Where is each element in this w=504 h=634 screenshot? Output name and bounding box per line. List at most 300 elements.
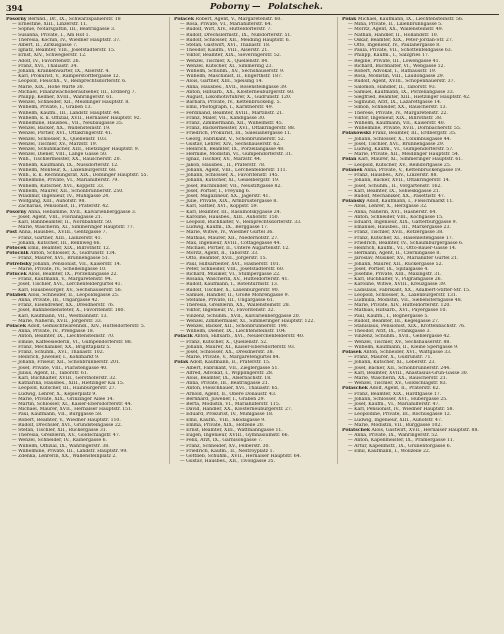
entry-details: Julius, Agent, II., Taborstr. 61. — [18, 370, 89, 376]
directory-entry: — Ernst, XIV., Schweglerstr. 12. — [12, 53, 87, 59]
entry-details: Zdenka, Lehrerin, XX., Wallensteinplatz 2. — [18, 454, 117, 460]
directory-entry: — Josefine, Private, XIII., Maxingstr. 31. — [348, 271, 442, 277]
entry-details: Wilhelm, Offizial, IX., Währingerstr. 38. — [18, 443, 110, 449]
entry-details: Karl, Buchhalter, XVIII., Gersthoferstr. 32. — [18, 376, 117, 382]
entry-details: Johann, Maurer, XII., Ruckergasse 52. — [354, 261, 443, 267]
directory-entry: — Johann, Bäcker, XVII., Ottakringerstr. 14. — [348, 178, 451, 184]
entry-details: Franz, Maler, VII., Kandlgasse 30. — [186, 115, 266, 121]
entry-details: Theresia, Köchin, IV., Wiedner Hauptstr. 37. — [18, 37, 121, 43]
directory-entry: — Emanuel, Hausbes., III., Marxergasse 23. — [348, 225, 451, 231]
entry-details: Zacharias, Pensionist, II., Praterstr. 42. — [18, 204, 110, 210]
directory-entry: — Wilhelm, Diener, IX., Liechtensteinstr. 104. — [180, 329, 287, 335]
directory-entry: — Franz, Schneider, XV., Felberstr. 30. — [180, 443, 270, 449]
entry-details: Mathias, Hilfsarb., XVI., Payergasse 10. — [354, 308, 447, 314]
directory-entry: — Hermine, Modistin, VI., Gumpendorferstr. 31. — [180, 152, 293, 158]
directory-entry: — Michael, Portier, II., Untere Augartenstr. 12. — [180, 245, 290, 251]
directory-entry: — Johann, Agent, VIII., Lerchenfelderstr. 111. — [180, 167, 288, 173]
entry-details: Franz, Eisendreher, XX., Dresdnerstr. 76. — [18, 303, 115, 309]
running-head-left: Poborny — — [210, 2, 261, 12]
entry-details: Wilhelmine, Private, III., Landstr. Hauptstr. 99. — [18, 448, 128, 454]
directory-entry: — Berta, Modistin, VI., Mariahilferstr. 115. — [180, 402, 281, 408]
entry-details: Emma, Private, XIX., Hofzeile 20. — [186, 422, 265, 428]
directory-entry: — Leopold, Schlosser, X., Laxenburgerstr. 131. — [348, 292, 458, 298]
directory-entry: — Max, Ingenieur, XVIII., Cottagegasse 44. — [180, 240, 281, 246]
directory-entry: — Wladimir, Ingenieur, IV., Mühlgasse 24. — [12, 193, 110, 199]
directory-entry: — Wilhelmine, Hausbes., VII., Neubaugasse 35. — [12, 121, 124, 127]
directory-entry: — Josef, Portier, I., Freyung 6. — [180, 188, 251, 194]
directory-entry: — Marie, Private, XII., Meidlinger Hauptstr. 54. — [348, 152, 460, 158]
directory-entry: — Marie, Private, XIX., Grinzinger Allee 14. — [12, 396, 115, 402]
directory-entry: — Katharina, Hausbes., XIII., Hietzinger Kai 15. — [12, 381, 125, 387]
entry-details: Therese, Private, IV., Margaretenstr. 22. — [354, 110, 448, 116]
directory-entry: — Adolf, IV., Favoritenstr. 26. — [12, 58, 81, 64]
entry-details: Leopold, Fleischh., V., Reinprechtsdorferstr. 6. — [18, 79, 127, 85]
directory-entry: — Rudolf, Drechsler, XVI., Grundsteingasse 22. — [12, 422, 123, 428]
entry-details: Rudolf, Beamter, III., Kegelgasse 27. — [354, 318, 440, 324]
entry-details: Ignaz, Tischler, XV., Märzstr. 44. — [186, 157, 262, 163]
directory-entry: — Marie, Modistin, VII., Burggasse 102. — [348, 422, 442, 428]
directory-entry: — Robert, Advokat, I., Rathausstr. 19. — [348, 69, 437, 75]
directory-entry: — Paula, Private, VII., Schottenfeldgasse 63. — [348, 48, 453, 54]
directory-entry: — Peter, Schneider, VIII., Josefstädterstr. 60. — [180, 266, 285, 272]
entry-details: Wilhelm, Kaufmann, IX., Nussdorferstr. 12. — [18, 162, 119, 168]
entry-details: Karl, Kaufmann, VII., Westbahnstr. 13. — [18, 313, 108, 319]
entry-details: Stanislaus, Pensionist, XIX., Krottenbachstr. 76. — [354, 323, 466, 329]
directory-entry: — Felix, Arzt, IX., Garnisongasse 7. — [180, 438, 263, 444]
entry-details: Adolf, Kaufmann, I., Fleischmarkt 11. — [366, 199, 454, 205]
entry-details: Wenzel, Tischler, XV., Märzstr. 19. — [18, 141, 98, 147]
directory-entry: — Wenzel, Bäcker, XX., Wallensteinstr. 19. — [12, 126, 111, 132]
entry-details: Theresia, Greißlerin, XV., Goldschlagstr. 47. — [18, 433, 121, 439]
entry-details: Wilhelmine, Hausbes., VII., Neubaugasse 35. — [18, 121, 124, 127]
entry-details: Rosa, Modistin, VIII., Laudongasse 29. — [354, 74, 445, 80]
entry-details: Anton, Schneider, XVI., Wattgasse 33. — [363, 350, 452, 355]
directory-entry: — Johann, Schlosser, X., Columbusgasse 44. — [348, 136, 452, 142]
entry-details: Viktor, Beamter, XIX., Sieveringerstr. 52. — [186, 53, 282, 59]
entry-details: Rudolf, Mechaniker, XX., Pasettistr. 47. — [354, 193, 446, 199]
column-3 — [337, 17, 499, 464]
entry-details: Anna, Private, V., Kettenbrückengasse 19. — [364, 167, 462, 173]
directory-entry: — Therese, Private, IV., Margaretenstr. 22. — [348, 110, 448, 116]
directory-entry: — Anton, Kapellmeister, IX., Pramergasse 11. — [348, 438, 455, 444]
entry-details: Hermann, Agent, II., Czerningasse 8. — [354, 251, 441, 257]
entry-details: Josef, Tischler, XVI., Brunnengasse 29. — [354, 141, 445, 147]
entry-details: Viktor, Ingenieur, XIX., Billrothstr. 38. — [354, 115, 443, 121]
entry-details: Wilhelm, Maschinist, II., Engerthstr. 187. — [186, 74, 283, 80]
directory-entry: — Rudolf, Drechslermstr., IX., Nußdorferstr. 51. — [180, 32, 292, 38]
directory-entry: — Jaroslav, Musiker, XV., Mariahilfer Gürtel 21. — [348, 256, 459, 262]
entry-details: Josef, Kaufm., VI., Mariahilferstr. 47. — [354, 402, 440, 408]
directory-entry: — Franz, Kaufmann, V., Margaretenstr. 94. — [12, 277, 113, 283]
entry-details: Paul, Kaufmann, VII., Burggasse 58. — [18, 412, 103, 418]
directory-entry: — Rudolf, Beamter, III., Kegelgasse 27. — [348, 318, 440, 324]
directory-entry: — Emil, Kaufm., VIII., Skodagasse 9. — [180, 417, 266, 423]
directory-entry: — Ludwig, Kaufm., IX., Berggasse 17. — [180, 225, 269, 231]
directory-entry: — Julie, Private, XIX., Armbrustergasse 8. — [180, 199, 278, 205]
directory-entry: — Ignatz, Beamter, VIII., Josefstädterstr. 15. — [12, 48, 116, 54]
directory-entry: — Salomon, Händler, II., Taborstr. 93. — [348, 84, 437, 90]
entry-details: Rudolf, Drechslermstr., IX., Nußdorferstr. 51. — [186, 32, 292, 38]
entry-details: Wenzel, Schuhmacher, XIII., Hietzinger Hauptstr. 9. — [18, 147, 140, 153]
directory-entry: — Wilhelmine, Private, III., Landstr. Hauptstr. 99. — [12, 448, 128, 454]
entry-surname: Polan — [342, 157, 357, 163]
entry-details: Karl, Beamter, IX., Sobieskigasse 21. — [354, 188, 441, 194]
entry-details: Karl, Hausbesorger, XV., Sechshauserstr. 56. — [18, 287, 123, 293]
entry-details: Nathan, Händler, II., Hollandstr. 10. — [354, 32, 439, 38]
directory-entry: — Josef, Agent, VIII., Florianigasse 21. — [12, 214, 103, 220]
entry-details: Karoline, Witwe, XVIII., Kreuzgasse 39. — [354, 282, 447, 288]
entry-details: Emil, Kaufmann, I., Wollzeile 22. — [354, 448, 431, 454]
directory-entry: — Wilhelm, Kaufmann, VII., Kaiserstr. 40. — [348, 121, 446, 127]
entry-details: Heinrich, Kaufm., VI., Otto-Bauer-Gasse 14. — [354, 245, 457, 251]
entry-surname: Polansky — [342, 199, 365, 205]
entry-details: Max, Ingenieur, XVIII., Cottagegasse 44. — [186, 240, 281, 246]
entry-details: Karl, Bahnbeamter, II., Nordbahnstr. 50. — [18, 219, 113, 225]
entry-details: Felix, Arzt, IX., Garnisongasse 7. — [186, 438, 263, 444]
directory-entry: — Sophie, Notarsgattin, III., Beatrixgasse 3. — [12, 27, 116, 33]
entry-details: Franz, Mechaniker, XX., Brigittaplatz 5. — [18, 344, 111, 350]
entry-details: Barbara, Private, IV., Kettenbrückeng. 5. — [186, 100, 281, 106]
entry-details: Wilhelm, Monteur, X., Laxenburgerstr. 68. — [18, 167, 117, 173]
entry-surname: Polabek — [6, 292, 27, 298]
directory-entry: — Siegfried, Beamter, XIII., Hietzinger Hauptstr. 42. — [348, 95, 471, 101]
entry-details: Otto, Beamter, XVII., Jörgerstr. 15. — [186, 256, 267, 262]
entry-details: Anton, Hilfsarb., XVI., Neulerchenfelderstr. 40. — [194, 334, 305, 340]
directory-entry: — Franz, Maurer, X., Gudrunstr. 71. — [348, 355, 432, 361]
entry-details: Martin, Schlosser, XI., Kaiser-Ebersdorferstr. 44. — [18, 402, 132, 408]
directory-entry: — Sigmund, Arzt, IX., Lazarettgasse 14. — [348, 100, 442, 106]
directory-entry: — Wenzel, Tischler, X., Quellenstr. 84. — [180, 58, 269, 64]
directory-entry: — Alois, Beamter, IX., Alserbachstr. 18. — [180, 376, 272, 382]
directory-entry: — Emilie, Kaffeesiederin, VI., Gumpendorferstr. 88. — [12, 339, 133, 345]
directory-entry: — Wenzel, Diener, VIII., Lange Gasse 50. — [12, 152, 108, 158]
entry-details: Stefan, Gastwirt, XVI., Thaliastr. 18. — [186, 43, 271, 49]
directory-entry: — Anna, Hausbes., XVII., Rosensteingasse 39. — [180, 84, 288, 90]
entry-details: Johann, Schlosser, X., Favoritenstr. 145. — [186, 173, 280, 179]
directory-entry: — Ludmilla, Modistin, VII., Siebensterngasse 48. — [348, 297, 463, 303]
entry-details: Karl, Buchhalter, V., Pilgramgasse 26. — [354, 277, 443, 283]
directory-entry: — Rosalia, Wäscherin, XV., Hütteldorferstr. 41. — [180, 277, 289, 283]
directory-entry: — Mina, Private, II., Lilienbrunngasse 5. — [348, 22, 443, 28]
directory-entry: — Richard, Buchhalter, VI., Webgasse 12. — [348, 63, 445, 69]
entry-details: Josef, Private, VIII., Piaristengasse 40. — [18, 365, 108, 371]
entry-details: Josef, Bahnbediensteter, X., Favoritenstr. 180. — [18, 308, 125, 314]
entry-details: Johann, Friseur, XII., Schönbrunnerstr. 201. — [18, 360, 121, 366]
entry-details: Eugen, Ingenieur, XVIII., Gymnasiumstr. 66. — [186, 433, 290, 439]
entry-details: Wilhelm, k. k. Offizial, XVII., Hernalser Hauptstr. 92. — [18, 115, 142, 121]
entry-details: Richard, Buchhalter, VI., Webgasse 12. — [354, 63, 445, 69]
entry-details: Wilhelm, Kaufmann, II., Kleine Sperlgasse 9. — [354, 344, 459, 350]
entry-details: Hermine, Modistin, VI., Gumpendorferstr. 31. — [186, 152, 293, 158]
entry-surname: Potoček — [6, 245, 27, 251]
directory-columns — [6, 17, 499, 464]
entry-details: Stefanie, Private, III., Ungargasse 61. — [186, 297, 275, 303]
entry-details: David, Händler, XX., Klosterneuburgerstr. 27. — [186, 407, 293, 413]
entry-details: Johann, Schlosser, X., Columbusgasse 44. — [354, 136, 452, 142]
entry-details: Alfred, Advokat, I., Wipplingerstr. 28. — [186, 370, 274, 376]
entry-details: Paul, Kaufm., I., Bognergasse 5. — [354, 313, 429, 319]
directory-entry: — Marie, Private, IV., Schelleingasse 10. — [12, 266, 107, 272]
entry-details: Samuel, Händler, II., Große Mohrengasse 9. — [186, 292, 289, 298]
entry-details: Josef, Tischler, XVI., Lerchenfeldergürtel 41. — [18, 282, 123, 288]
entry-details: Johann, Pensionist, VII., Kaiserstr. 14. — [32, 261, 122, 267]
entry-details: Franz, Schneider, XV., Felberstr. 30. — [186, 443, 270, 449]
directory-entry: — Johann, Maurer, XI., Kaiser-Ebersdorferstr. 93. — [180, 344, 296, 350]
entry-details: Wilhelm, Kaufm., III., Landstr. Hauptstr. 44. — [18, 110, 121, 116]
entry-details: Ludwig, Ingenieur, XIII., Auhofstr. 47. — [354, 417, 443, 423]
entry-details: Ludwig, Kaufm., IX., Berggasse 17. — [186, 225, 269, 231]
entry-details: Alois, Gärtner, XIII., Speising 14. — [186, 79, 263, 85]
entry-details: Leopold, Buchhalter, V., Reinprechtsdorferstr. 33. — [186, 219, 302, 225]
entry-surname: Potočnik — [6, 251, 29, 257]
entry-details: Wenzel, Tischler, X., Quellenstr. 84. — [186, 58, 269, 64]
entry-details: Ernestine, XIII., Linzerstr. 11. — [18, 22, 88, 28]
directory-entry: — Franz, Eisendreher, XX., Dresdnerstr. 76. — [12, 303, 115, 309]
directory-entry: — Theresia, Greißlerin, XV., Goldschlagstr. 47. — [12, 433, 121, 439]
entry-details: Alois, Gastwirt, XVII., Hernalser Hauptstr. 88. — [371, 428, 479, 434]
running-head-right: Polatschek. — [268, 2, 323, 12]
directory-entry: — Josef, Tischler, XVI., Brunnengasse 29. — [348, 141, 445, 147]
directory-entry: — Wilhelmine, Private, XVII., Dornbacherstr. 55. — [348, 126, 462, 132]
directory-entry: — Wilhelm, Kaufm., III., Landstr. Hauptstr. 44. — [12, 110, 121, 116]
entry-details: Marie, Private, IV., Schelleingasse 10. — [18, 266, 107, 272]
entry-details: Rudolf, Wirt, XIV., Hütteldorferstr. 7. — [186, 27, 272, 33]
directory-entry: — Eugen, Ingenieur, XVIII., Gymnasiumstr. 66. — [180, 433, 290, 439]
directory-entry: — Karl, Prokurist, V., Ramperstorffergasse 12. — [12, 74, 121, 80]
entry-details: Heinrich, Juwelier, I., Kohlmarkt 9. — [18, 355, 100, 361]
directory-entry: — Franz, Beamter, XIX., Hardtgasse 17. — [348, 391, 442, 397]
entry-details: Wilhelm, Maurer, XII., Schönbrunnerstr. 250. — [18, 188, 124, 194]
directory-entry: — Wilh., k. k. Rechnungsrat, XIX., Döblinger Hauptstr. 55. — [12, 173, 148, 179]
directory-entry: — Heinrich, Kaufm., VI., Otto-Bauer-Gasse 14. — [348, 245, 457, 251]
directory-entry: — David, Händler, XX., Klosterneuburgerstr. 27. — [180, 407, 293, 413]
directory-entry: — Karl, Beamter, XVIII., Anastasius-Grün-Gasse 30. — [348, 370, 469, 376]
page-header — [6, 3, 499, 15]
entry-details: Rosalia, Wäscherin, XV., Hütteldorferstr. 41. — [186, 277, 289, 283]
entry-details: Anna, Hausbes., XVII., Rosensteingasse 39. — [186, 84, 288, 90]
entry-details: Rudolf, Schlosser, XII., Meidling Hauptstr. 6. — [186, 37, 291, 43]
entry-details: Ludmilla, Modistin, VII., Siebensterngasse 48. — [354, 297, 463, 303]
column-2 — [169, 17, 331, 464]
entry-details: Marie, Wäscherin, XI., Simmeringer Hauptstr. 77. — [18, 225, 135, 231]
entry-details: Marie, Private, XII., Meidlinger Hauptstr. 54. — [354, 152, 460, 158]
directory-entry: — Artur, Kapellmstr., IX., Grünentorgasse 6. — [348, 443, 452, 449]
entry-surname: Potrebsky — [6, 261, 32, 267]
directory-entry: — Franz, XVI., Thaliastr. 34. — [12, 63, 78, 69]
directory-entry: — Karl, Beamter, IX., Sobieskigasse 21. — [348, 188, 441, 194]
directory-entry: — Josef, Portier, IX., Spitalgasse 4. — [348, 266, 429, 272]
directory-entry: — Susanna, Private, I., Am Hof 1. — [12, 32, 91, 38]
directory-entry: — Ludwig, Ingenieur, XIII., Auhofstr. 47. — [348, 417, 443, 423]
entry-surname: Potuček — [6, 271, 27, 277]
directory-entry: — Theodor, Arzt, IX., Frankgasse 3. — [348, 329, 431, 335]
directory-entry: — Karoline, Witwe, XVIII., Kreuzgasse 39. — [348, 282, 447, 288]
directory-entry: — Moritz, Agent, XX., Wallensteinstr. 49. — [348, 27, 444, 33]
directory-entry: — Rudolf, Tischler, X., Laxenburgerstr. 90. — [180, 287, 280, 293]
directory-entry: — Josef, Schuhm., II., Vorgartenstr. 162. — [348, 183, 442, 189]
entry-details: Johann, Kutscher, XI., Geiselbergstr. 19. — [186, 178, 280, 184]
entry-details: Anton, Beamter, IX., Liechtensteinstr. 70. — [18, 334, 115, 340]
directory-entry: — Wenzel, Tischler, XV., Märzstr. 19. — [12, 141, 98, 147]
directory-entry: — Karoline, Hausbes., XIII., Auhofstr. 150. — [180, 214, 280, 220]
entry-details: Karl, Maurer, XI., Simmeringer Hauptstr. 61. — [357, 157, 463, 163]
entry-details: Wenzel, Schneider, XII., Meidlinger Hauptstr. 8. — [18, 100, 130, 106]
directory-entry: — Zdenka, Lehrerin, XX., Wallensteinplatz 2. — [12, 454, 117, 460]
entry-details: Leopold, Kutscher, XV., Reindorfgasse 25. — [354, 162, 452, 168]
directory-entry: — Leopold, Buchhalter, V., Reinprechtsdorferstr. 33. — [180, 219, 302, 225]
entry-details: Josef, Schlosser, XX., Dresdnerstr. 38. — [186, 350, 274, 355]
directory-entry: — Alfred, Advokat, I., Wipplingerstr. 28. — [180, 370, 274, 376]
entry-details: Jaroslav, Musiker, XV., Mariahilfer Gürtel 21. — [354, 256, 459, 262]
directory-entry: — Wilhelmine, Private, VI., Mariahilferstr. 79. — [12, 178, 119, 184]
entry-details: Julie, Private, XIX., Armbrustergasse 8. — [186, 199, 278, 205]
directory-entry: — Anna, Private, IX., Währingerstr. 52. — [348, 433, 439, 439]
directory-entry: — Ferdinand, Beamter, XVIII., Martinstr. 21. — [180, 110, 284, 116]
entry-details: Franz, Tischler, XVII., Rötzergasse 38. — [354, 230, 444, 236]
directory-entry: — Wilhelm, Kutscher, XVI., Koppstr. 33. — [12, 183, 105, 189]
entry-details: Leopoldine, Private, III., Rochusgasse 12. — [354, 412, 452, 418]
directory-entry: — Friedrich, Kaufm., II., Nestroyplatz 1. — [180, 448, 275, 454]
directory-entry: — Bernhard, Juwelier, I., Graben 29. — [180, 396, 265, 402]
directory-entry: — August, Lokomotivführer, X., Gudrunstr. 120. — [180, 95, 292, 101]
directory-entry: — Karl, Sattler, XVI., Koppstr. 59. — [180, 204, 259, 210]
directory-entry: — Marie, Private, XIV., Hütteldorferstr. 120. — [348, 303, 451, 309]
directory-entry: — Marie, Witwe, IV., Wiedner Gürtel 36. — [180, 230, 274, 236]
directory-entry: — Rosa, Private, VI., Mariahilferstr. 64. — [180, 22, 272, 28]
entry-details: Friedrich, Kaufm., II., Nestroyplatz 1. — [186, 448, 275, 454]
directory-entry: — Otto, Ingenieur, IV., Paulanergasse 8. — [348, 43, 441, 49]
entry-details: Franz, Kutscher, XI., Hasenleitengasse 17. — [354, 235, 454, 241]
entry-details: Vinzenz, Schuhm., XVII., Geblergasse 42. — [354, 334, 451, 340]
entry-details: Marie, XIX., Hohe Warte 30. — [18, 84, 85, 90]
entry-details: Rudolf, Tischler, X., Laxenburgerstr. 90. — [186, 287, 280, 293]
directory-entry: — Rudolf, Schlosser, XII., Meidling Hauptstr. 6. — [180, 37, 291, 43]
directory-entry: — Franz, Zimmermann, XII., Wilhelmstr. 45. — [180, 121, 284, 127]
directory-entry: — Viktor, Ingenieur, IV., Favoritenstr. 32. — [180, 308, 275, 314]
entry-details: Leopold, Kutscher, III., Hainburgerstr. 27. — [18, 386, 117, 392]
entry-details: Artur, Kapellmstr., IX., Grünentorgasse 6. — [354, 443, 452, 449]
entry-details: Josef, Magazineur, XX., Jägerstr. 41. — [186, 193, 270, 199]
entry-details: Arnold, Agent, II., Obere Donaustr. 43. — [186, 391, 277, 397]
entry-details: Bernhd., Dr., IX., Schwarzspanierstr. 18 — [27, 17, 121, 22]
directory-entry: — Wilh., Tischlermeister, XX., Rauscherstr. 20. — [12, 157, 121, 163]
directory-entry: — Vinzenz, Schuhm., XVII., Kalvarienberggasse 20. — [180, 313, 301, 319]
directory-entry: — Samuel, Kaufmann, IX., Porzellangasse 33. — [348, 89, 455, 95]
directory-entry: — Friedrich, Beamter, IV., Schaumburgergasse 6. — [348, 240, 464, 246]
entry-details: Robert, Beamter, V., Wiedner Hauptstr. 110. — [18, 417, 121, 423]
directory-entry: — Zacharias, Pensionist, II., Praterstr. 42. — [12, 204, 110, 210]
entry-details: Johann, Bäcker, XVII., Ottakringerstr. 14. — [354, 178, 451, 184]
entry-details: Franz, Hausbes., XIV., Linzerstr. 88. — [354, 173, 438, 179]
directory-entry: — Anton, Fleischhauer, XVI., Thaliastr. 65. — [180, 386, 279, 392]
entry-details: Ladislaus, Fabrikant, XX., Adalbert-Stifter-Str. 15. — [354, 287, 471, 293]
entry-details: Moritz, Agent, II., Taborstr. 33. — [186, 251, 259, 257]
entry-details: Susanna, Private, I., Am Hof 1. — [18, 32, 91, 38]
directory-entry: — Ernst, Beamter, XIII., Wattmanngasse 11. — [180, 428, 283, 434]
directory-entry: — Wenzel, Schlosser, X., Quellenstr. 103. — [12, 136, 108, 142]
entry-details: Ignatz, Beamter, VIII., Josefstädterstr. 15. — [18, 48, 116, 54]
directory-entry: — Theodor, Kaufm., VIII., Alserstr. 21. — [180, 48, 269, 54]
directory-entry: — Wenzel, Kutscher, XI., Simmering 23. — [180, 63, 273, 69]
directory-entry: — Wolfgang, XIII., Auhofstr. 98. — [12, 199, 86, 205]
directory-entry: — Wenzel, Portier, XVI., Ottakringerstr. 41. — [12, 131, 113, 137]
directory-entry: — Oskar, Beamter, XIX., Peter-Jordan-Str. 27. — [348, 37, 454, 43]
entry-details: Johann, Schlosser, XVI., Hubergasse 25. — [354, 396, 448, 402]
directory-entry: — Heinrich, Beamter, IX., Porzellangasse 48. — [180, 147, 285, 153]
entry-details: Theodor, Arzt, IX., Frankgasse 3. — [354, 329, 431, 335]
directory-entry: — Rudolf, Wirt, XIV., Hütteldorferstr. 7. — [180, 27, 272, 33]
entry-details: Richard, Musiker, VI., Stumpergasse 22. — [186, 271, 281, 277]
directory-entry: — Anna, Private, III., Ungargasse 42. — [12, 297, 99, 303]
directory-entry: — Franz, Kutscher, X., Quellenstr. 52. — [180, 339, 268, 345]
directory-entry: — Anna, Private, IV., Preßgasse 18. — [12, 329, 95, 335]
directory-entry: — Stefanie, Private, III., Ungargasse 61. — [180, 297, 275, 303]
directory-entry: — Josef, Private, VIII., Piaristengasse 40. — [12, 365, 108, 371]
entry-details: Gustav, Hausbes., XII., Tivoligasse 35. — [186, 459, 276, 465]
entry-details: Emil, Beamter, XIX., Billrothstr. 12. — [27, 245, 111, 251]
directory-entry: — Karl, Buchhalter, V., Pilgramgasse 26. — [348, 277, 443, 283]
entry-surname: Polak — [342, 17, 357, 22]
entry-details: Sophie, Notarsgattin, III., Beatrixgasse 3. — [18, 27, 116, 33]
entry-details: Marie, Private, XIX., Grinzinger Allee 14. — [18, 396, 115, 402]
entry-details: Karoline, Hausbes., XIII., Auhofstr. 150. — [186, 214, 280, 220]
entry-details: Josefine, Private, XIII., Maxingstr. 31. — [354, 271, 442, 277]
directory-entry: — Martin, Schlosser, XI., Kaiser-Ebersdorferstr. 44. — [12, 402, 132, 408]
directory-entry: — Wenzel, Tischler, XV., Sechshauserstr. 88. — [348, 339, 451, 345]
directory-entry: — Philipp, Kaufm., I., Salzgries 17. — [348, 53, 430, 59]
directory-entry: — Franz, Gärtner, XIII., Lainzerstr. 41. — [12, 235, 102, 241]
directory-entry: — Franz, Mechaniker, XX., Brigittaplatz 5. — [12, 344, 111, 350]
directory-entry: — Emil, Kaufmann, I., Wollzeile 22. — [348, 448, 431, 454]
directory-entry: — Karl, Beamter, III., Rasumofskygasse 24. — [180, 209, 282, 215]
directory-entry: — Paul, Hilfsarbeiter, XVI., Hasnerstr. 101. — [180, 261, 281, 267]
entry-details: Franz, Gärtner, XIII., Lainzerstr. 41. — [18, 235, 102, 241]
entry-details: Anna, Hebamme, XVII., Kalvarienberggasse 3. — [27, 209, 137, 215]
entry-details: Marie, Witwe, IV., Wiedner Gürtel 36. — [186, 230, 274, 236]
entry-details: Siegfried, Beamter, XIII., Hietzinger Hauptstr. 42. — [354, 95, 471, 101]
entry-details: Franz, Zimmermann, XII., Wilhelmstr. 45. — [186, 121, 284, 127]
directory-entry: — Wenzel, Schuhmacher, XIII., Hietzinger Hauptstr. 9. — [12, 147, 140, 153]
entry-details: Adolf, Gemischtwarenhdl., XIV., Hütteldorferstr. 5. — [27, 323, 146, 329]
directory-entry: — Wilhelm, Maurer, XII., Schönbrunnerstr. 250. — [12, 188, 124, 194]
entry-surname: Pošorny — [6, 209, 27, 215]
directory-entry: — Friedrich, Prokurist, III., Salesianergasse 11. — [180, 131, 292, 137]
entry-details: Wenzel, Schneider, IV., Rainergasse 6. — [18, 438, 108, 444]
entry-details: Paula, Private, VII., Schottenfeldgasse 63. — [354, 48, 453, 54]
entry-details: Johann, Krankenwärter, IX., Alserstr. 4. — [18, 69, 110, 75]
directory-entry: — Josef, Magazineur, XX., Jägerstr. 41. — [180, 193, 270, 199]
entry-details: Emilie, Kaffeesiederin, VI., Gumpendorferstr. 88. — [18, 339, 133, 345]
directory-entry: — Wilhelm, Monteur, X., Laxenburgerstr. 68. — [12, 167, 117, 173]
entry-details: Eduard, Prokurist, IV., Mühlgasse 18. — [186, 412, 274, 418]
directory-entry: — Ludwig, Kaufm., VI., Gumpendorferstr. 57. — [348, 147, 454, 153]
directory-entry: — Franz, Bäckermeister, XVI., Ottakringerstr. 88. — [180, 126, 296, 132]
entry-details: Heinrich, Beamter, IX., Porzellangasse 48. — [186, 147, 285, 153]
entry-details: Marie, Private, V., Margaretengürtel 84. — [186, 355, 280, 361]
entry-details: Franz, Kutscher, X., Quellenstr. 52. — [186, 339, 268, 345]
directory-entry: — Karl, Hausbesorger, XV., Sechshauserstr. 56. — [12, 287, 123, 293]
entry-details: Johann, Kutscher, III., Rennweg 66. — [18, 240, 101, 246]
entry-details: Franz, Maurer, XVI., Brunnengasse 51. — [18, 256, 110, 262]
directory-entry: — Franz, Hausbes., XIV., Linzerstr. 88. — [348, 173, 438, 179]
entry-details: Ludwig, Kaufm., VI., Gumpendorferstr. 57. — [354, 147, 454, 153]
directory-entry: — Albert, II., Zirkusgasse 7. — [12, 43, 78, 49]
directory-entry: — Ernestine, XIII., Linzerstr. 11. — [12, 22, 88, 28]
directory-entry: — Marie, Wäscherin, XI., Simmeringer Hauptstr. 77. — [12, 225, 135, 231]
entry-details: Karl, Prokurist, V., Ramperstorffergasse 12. — [18, 74, 121, 80]
directory-entry: — Leopold, Kutscher, III., Hainburgerstr. 27. — [12, 386, 117, 392]
entry-details: Ferdinand, Beamter, XVIII., Martinstr. 21. — [186, 110, 284, 116]
